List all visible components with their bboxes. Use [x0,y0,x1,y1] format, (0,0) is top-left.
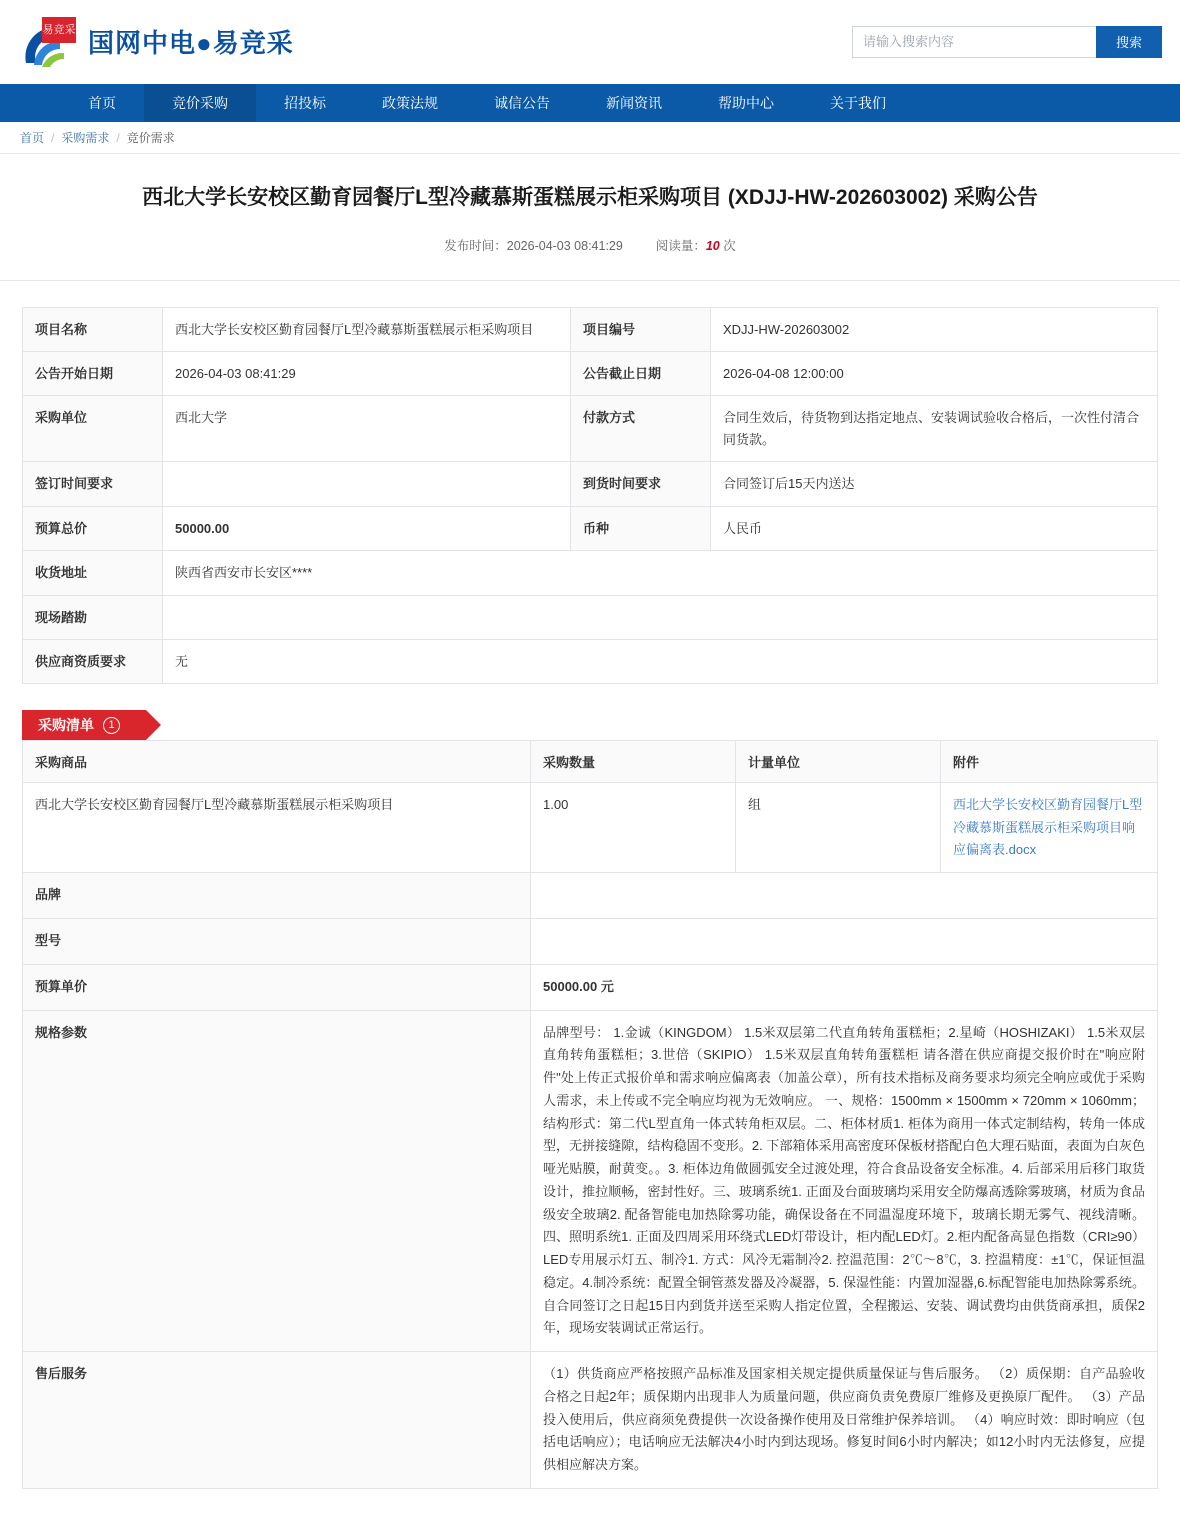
value-payment: 合同生效后，待货物到达指定地点、安装调试验收合格后，一次性付清合同货款。 [711,396,1158,462]
label-start-date: 公告开始日期 [23,351,163,395]
label-after-sales: 售后服务 [23,1352,531,1489]
value-budget-total: 50000.00 [163,506,571,550]
label-buyer: 采购单位 [23,396,163,462]
table-row [23,640,1158,684]
column-attachment: 附件 [941,741,1158,783]
nav-item-news[interactable]: 新闻资讯 [606,95,662,111]
attachment-link[interactable]: 西北大学长安校区勤育园餐厅L型冷藏慕斯蛋糕展示柜采购项目响应偏离表.docx [953,797,1143,857]
table-row [23,783,1158,873]
search-input[interactable] [852,26,1096,58]
table-row [23,919,1158,965]
value-ship-address: 陕西省西安市长安区**** [163,551,1158,595]
value-model [531,919,1158,965]
value-after-sales: （1）供货商应严格按照产品标准及国家相关规定提供质量保证与售后服务。 （2）质保期：自产品验收合格之日起2年；质保期内出现非人为质量问题，供应商负责免费原厂维修及更换原厂配件。 （3）产品投入使用后，供应商须免费提供一次设备操作使用及日常维护保养培训。 （4）响应时效：即时响应（包括电话响应）；电话响应无法解决4小时内到达现场。修复时间6小时内解决；如12小时内无法修复，应提供相应解决方案。 [531,1352,1158,1489]
table-row [23,873,1158,919]
value-project-name: 西北大学长安校区勤育园餐厅L型冷藏慕斯蛋糕展示柜采购项目 [163,307,571,351]
logo-badge: 易竞采 [42,17,76,43]
label-site-survey: 现场踏勘 [23,595,163,639]
table-row [23,595,1158,639]
label-supplier-qualification: 供应商资质要求 [23,640,163,684]
label-project-name: 项目名称 [23,307,163,351]
label-payment: 付款方式 [571,396,711,462]
project-info-table [22,307,1158,685]
article-meta [40,236,1140,254]
table-row [23,462,1158,506]
value-start-date: 2026-04-03 08:41:29 [163,351,571,395]
label-model: 型号 [23,919,531,965]
table-row [23,307,1158,351]
label-end-date: 公告截止日期 [571,351,711,395]
purchase-list-tab [22,710,146,740]
label-project-code: 项目编号 [571,307,711,351]
value-project-code: XDJJ-HW-202603002 [711,307,1158,351]
table-header-row [23,741,1158,783]
goods-quantity: 1.00 [531,783,736,873]
site-header [0,0,1180,84]
page-title: 西北大学长安校区勤育园餐厅L型冷藏慕斯蛋糕展示柜采购项目 (XDJJ-HW-202603002) 采购公告 [142,186,1038,209]
read-count-label: 阅读量： [655,238,706,253]
breadcrumb-item-current: 竞价需求 [126,131,175,145]
value-unit-budget: 50000.00 元 [531,964,1158,1010]
breadcrumb-separator: / [116,130,120,145]
value-delivery-time: 合同签订后15天内送达 [711,462,1158,506]
search-box[interactable] [852,26,1162,58]
label-sign-time: 签订时间要求 [23,462,163,506]
value-sign-time [163,462,571,506]
value-supplier-qualification: 无 [163,640,1158,684]
table-row [23,1352,1158,1489]
nav-item-policy[interactable]: 政策法规 [382,95,438,111]
breadcrumb-item-demand[interactable]: 采购需求 [61,131,110,145]
read-count-unit: 次 [723,238,736,253]
value-end-date: 2026-04-08 12:00:00 [711,351,1158,395]
table-row [23,506,1158,550]
label-specifications: 规格参数 [23,1010,531,1352]
purchase-list-tab-label: 采购清单 [38,717,94,734]
table-row [23,964,1158,1010]
label-brand: 品牌 [23,873,531,919]
purchase-list-table [22,740,1158,1488]
main-content [0,281,1180,1519]
announcement-header [0,154,1180,281]
label-ship-address: 收货地址 [23,551,163,595]
label-currency: 币种 [571,506,711,550]
table-row [23,351,1158,395]
label-delivery-time: 到货时间要求 [571,462,711,506]
breadcrumb-item-home[interactable]: 首页 [20,131,45,145]
site-logo[interactable] [22,15,294,69]
nav-item-tender[interactable]: 招投标 [284,95,326,111]
table-row [23,396,1158,462]
column-goods-name: 采购商品 [23,741,531,783]
table-row [23,551,1158,595]
logo-icon [22,15,76,69]
value-currency: 人民币 [711,506,1158,550]
search-button[interactable]: 搜索 [1096,26,1162,58]
breadcrumb-separator: / [51,130,55,145]
publish-time-value: 2026-04-03 08:41:29 [506,238,623,253]
nav-item-bidding-purchase[interactable]: 竞价采购 [144,84,256,122]
column-quantity: 采购数量 [531,741,736,783]
read-count-value: 10 [705,238,720,253]
goods-unit: 组 [736,783,941,873]
nav-item-about[interactable]: 关于我们 [830,95,886,111]
main-nav [0,84,1180,122]
value-brand [531,873,1158,919]
value-specifications: 品牌型号： 1.金诚（KINGDOM） 1.5米双层第二代直角转角蛋糕柜；2.星崎（HOSHIZAKI） 1.5米双层直角转角蛋糕柜；3.世倍（SKIPIO） 1.5米双层直角转角蛋糕柜 请各潜在供应商提交报价时在"响应附件"处上传正式报价单和需求响应偏离表（加盖公章），所有技术指标及商务要求均须完全响应或优于采购人需求，未上传或不完全响应均视为无效响应。 一、规格：1500mm × 1500mm × 720mm × 1060mm；结构形式：第二代L型直角一体式转角柜双层。二、柜体材质1. 柜体为商用一体式定制结构，转角一体成型，无拼接缝隙，结构稳固不变形。2. 下部箱体采用高密度环保板材搭配白色大理石贴面，表面为白灰色哑光贴膜，耐黄变。。3. 柜体边角做圆弧安全过渡处理，符合食品设备安全标准。4. 后部采用后移门取货设计，推拉顺畅，密封性好。三、玻璃系统1. 正面及台面玻璃均采用安全防爆高透除雾玻璃，材质为食品级安全玻璃2. 配备智能电加热除雾功能，确保设备在不同温湿度环境下，玻璃长期无雾气、视线清晰。四、照明系统1. 正面及四周采用环绕式LED灯带设计，柜内配LED灯。2.柜内配备高显色指数（CRI≥90）LED专用展示灯五、制冷1. 方式：风冷无霜制冷2. 控温范围：2℃～8℃，3. 控温精度：±1℃，保证恒温稳定。4.制冷系统：配置全铜管蒸发器及冷凝器，5. 保湿性能：内置加湿器,6.标配智能电加热除雾系统。自合同签订之日起15日内到货并送至采购人指定位置，全程搬运、安装、调试费均由供货商承担，质保2年，现场安装调试正常运行。 [531,1010,1158,1352]
value-site-survey [163,595,1158,639]
nav-item-help[interactable]: 帮助中心 [718,95,774,111]
label-budget-total: 预算总价 [23,506,163,550]
label-unit-budget: 预算单价 [23,964,531,1010]
nav-item-credit-notice[interactable]: 诚信公告 [494,95,550,111]
value-buyer: 西北大学 [163,396,571,462]
goods-name: 西北大学长安校区勤育园餐厅L型冷藏慕斯蛋糕展示柜采购项目 [23,783,531,873]
breadcrumb [0,122,1180,154]
column-unit: 计量单位 [736,741,941,783]
nav-item-home[interactable]: 首页 [88,95,116,111]
table-row [23,1010,1158,1352]
logo-text: 国网中电●易竞采 [88,28,294,58]
purchase-list-count-badge: 1 [103,717,120,734]
publish-time-label: 发布时间： [444,238,507,253]
